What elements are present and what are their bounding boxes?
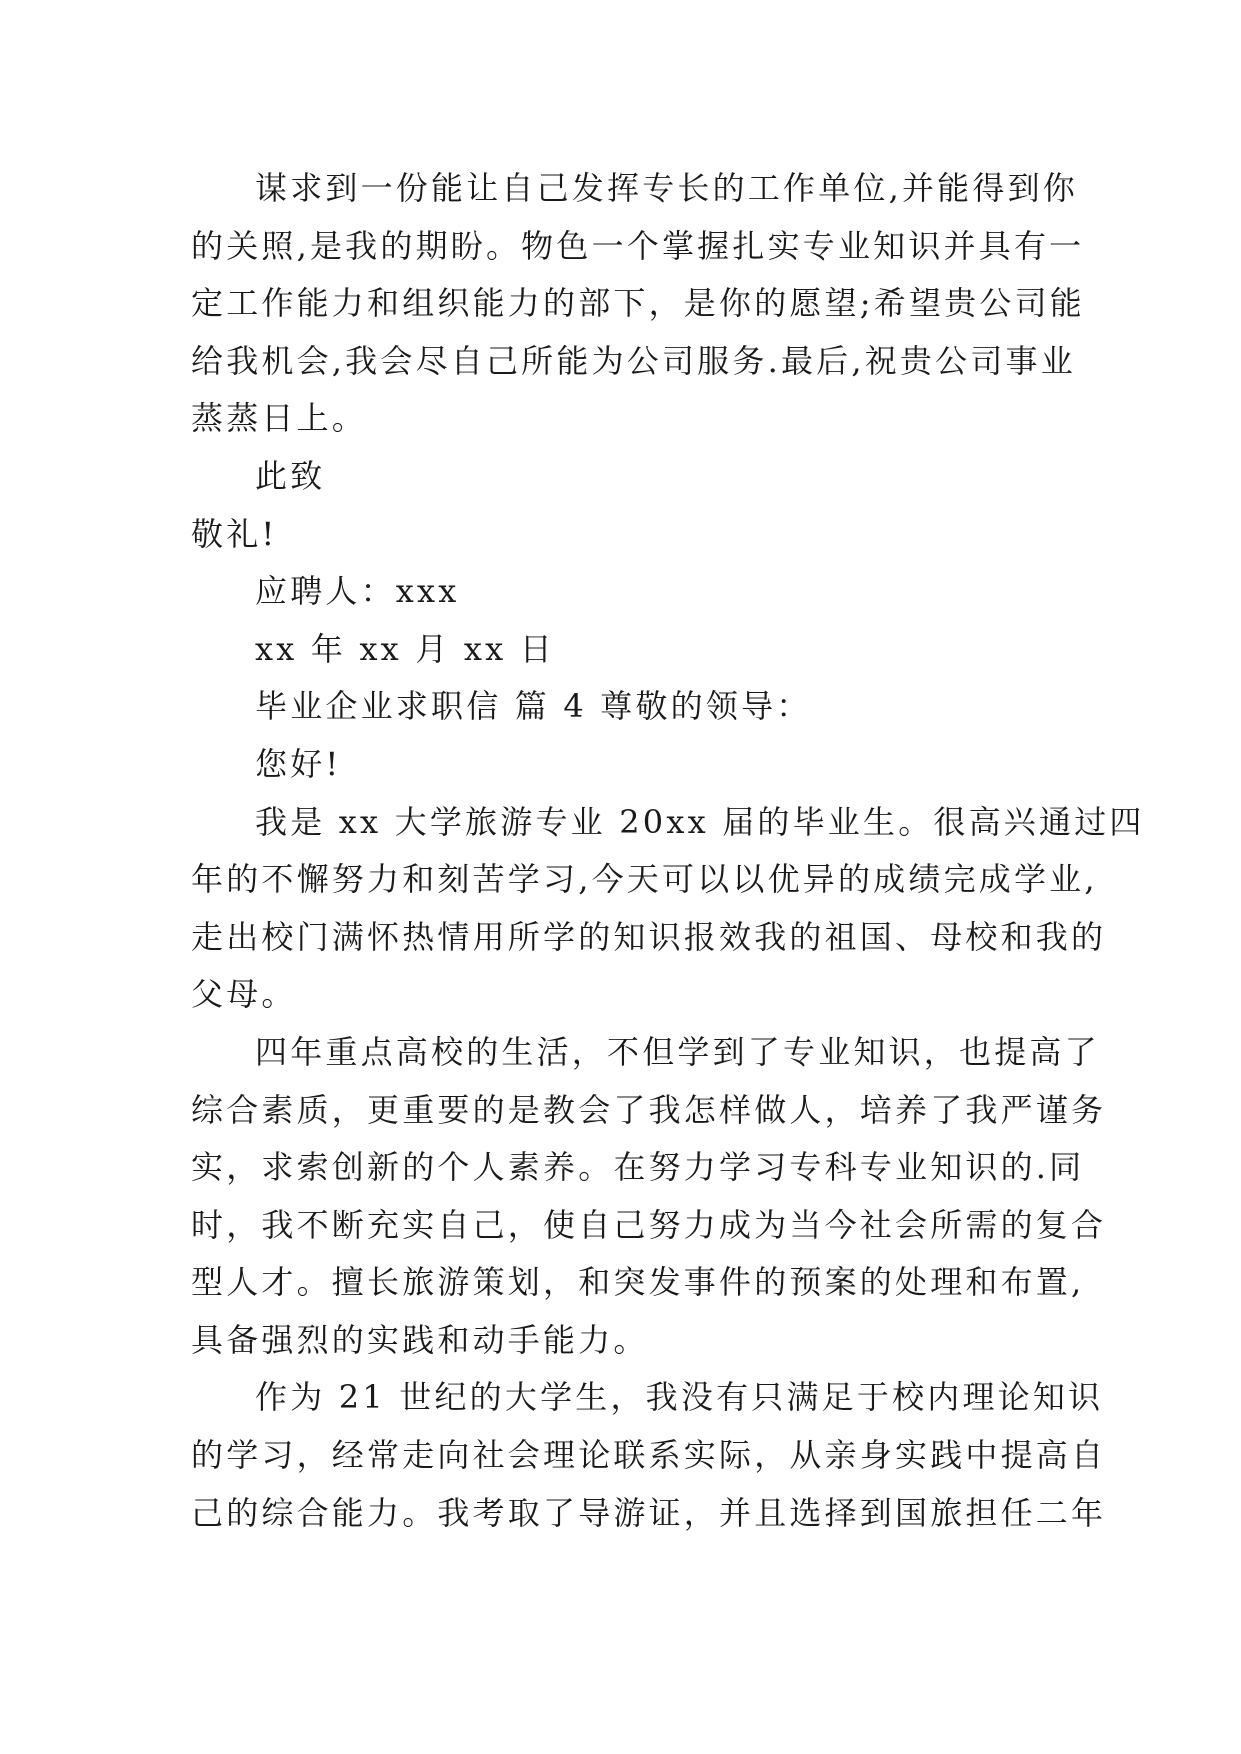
- document-body: [191, 160, 1145, 1542]
- text-line: 定工作能力和组织能力的部下，是你的愿望;希望贵公司能: [191, 284, 1085, 323]
- text-line: 己的综合能力。我考取了导游证，并且选择到国旅担任二年: [191, 1493, 1107, 1532]
- text-line: 时，我不断充实自己，使自己努力成为当今社会所需的复合: [191, 1205, 1107, 1244]
- text-line: 具备强烈的实践和动手能力。: [191, 1320, 649, 1359]
- letter-date: xx 年 xx 月 xx 日: [255, 629, 555, 668]
- text-line: 作为 21 世纪的大学生，我没有只满足于校内理论知识: [255, 1378, 1104, 1417]
- salutation: 敬礼!: [191, 514, 278, 553]
- text-line: 给我机会,我会尽自己所能为公司服务.最后,祝贵公司事业: [191, 341, 1076, 380]
- text-line: 的学习，经常走向社会理论联系实际，从亲身实践中提高自: [191, 1436, 1107, 1475]
- closing-phrase: 此致: [255, 456, 326, 495]
- greeting: 您好!: [255, 744, 342, 783]
- text-line: 父母。: [191, 975, 297, 1014]
- text-line: 的关照,是我的期盼。物色一个掌握扎实专业知识并具有一: [191, 226, 1085, 265]
- section-heading: 毕业企业求职信 篇 4 尊敬的领导：: [255, 687, 812, 726]
- text-line: 谋求到一份能让自己发挥专长的工作单位,并能得到你: [255, 169, 1078, 207]
- text-line: 综合素质，更重要的是教会了我怎样做人，培养了我严谨务: [191, 1090, 1107, 1129]
- text-line: 年的不懈努力和刻苦学习,今天可以以优异的成绩完成学业,: [191, 860, 1098, 899]
- text-line: 型人才。擅长旅游策划，和突发事件的预案的处理和布置,: [191, 1263, 1085, 1302]
- text-line: 四年重点高校的生活，不但学到了专业知识，也提高了: [255, 1032, 1100, 1071]
- text-line: 实，求索创新的个人素养。在努力学习专科专业知识的.同: [191, 1148, 1085, 1187]
- text-line: 蒸蒸日上。: [191, 399, 368, 438]
- text-line: 走出校门满怀热情用所学的知识报效我的祖国、母校和我的: [191, 917, 1107, 956]
- text-line: 我是 xx 大学旅游专业 20xx 届的毕业生。很高兴通过四: [255, 802, 1145, 841]
- applicant-signature: 应聘人：xxx: [255, 572, 460, 611]
